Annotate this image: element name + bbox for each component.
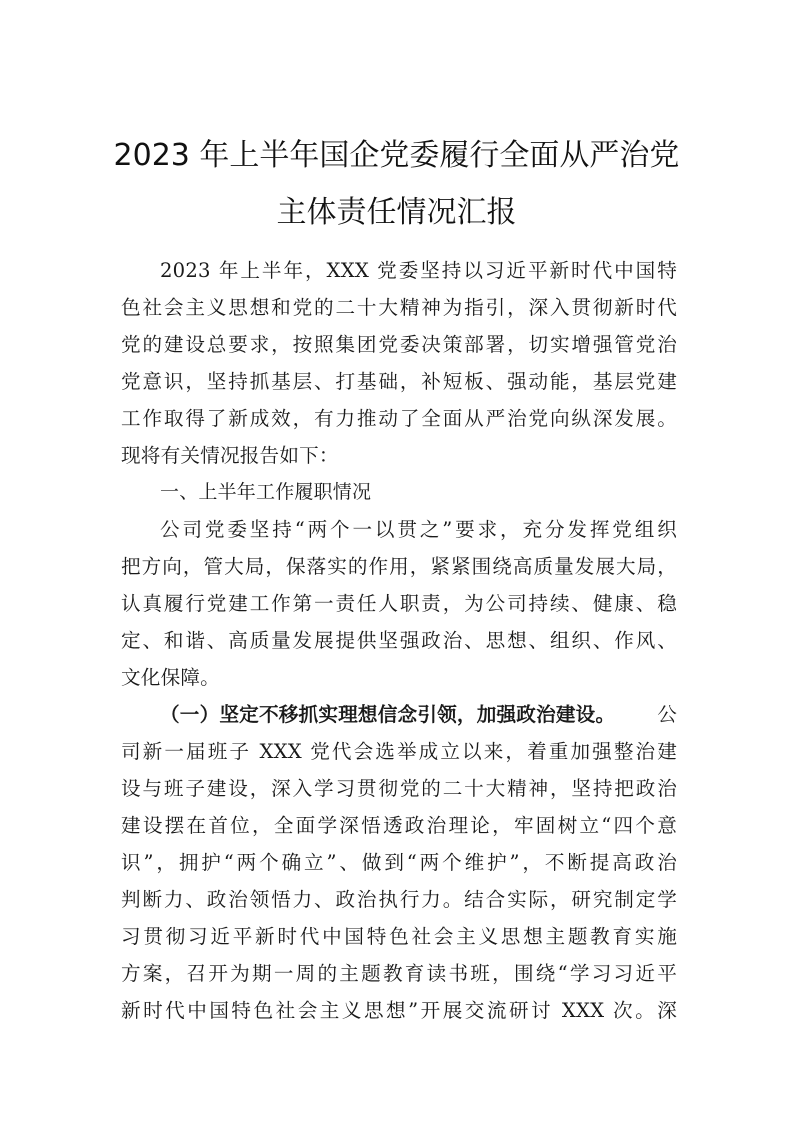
paragraph-line: 新时代中国特色社会主义思想”开展交流研讨 XXX 次。深 [121,999,677,1022]
paragraph-line: 现将有关情况报告如下： [121,444,339,467]
paragraph-line: 党的建设总要求，按照集团党委决策部署，切实增强管党治 [121,333,677,356]
paragraph-line: 方案，召开为期一周的主题教育读书班，围绕“学习习近平 [121,962,677,985]
intro-paragraph [121,252,677,474]
section-1 [121,474,677,696]
paragraph-line: 把方向，管大局，保落实的作用，紧紧围绕高质量发展大局， [121,555,677,578]
paragraph-line: 公司党委坚持“两个一以贯之”要求，充分发挥党组织 [160,518,677,541]
paragraph-line: 文化保障。 [121,666,220,689]
subsection-1 [121,696,677,1029]
subsection-first-line [121,696,677,733]
paragraph-line: 判断力、政治领悟力、政治执行力。结合实际，研究制定学 [121,888,677,911]
paragraph-line: 习贯彻习近平新时代中国特色社会主义思想主题教育实施 [121,925,677,948]
document-title-line-2: 主体责任情况汇报 [276,195,517,230]
paragraph-line: 识”，拥护“两个确立”、做到“两个维护”，不断提高政治 [121,851,677,874]
paragraph-line: 设与班子建设，深入学习贯彻党的二十大精神，坚持把政治 [121,777,677,800]
paragraph-line: 色社会主义思想和党的二十大精神为指引，深入贯彻新时代 [121,296,677,319]
paragraph-line: 司新一届班子 XXX 党代会选举成立以来，着重加强整治建 [121,740,677,763]
paragraph-line: 建设摆在首位，全面学深悟透政治理论，牢固树立“四个意 [121,814,677,837]
document-title-line-1: 2023 年上半年国企党委履行全面从严治党 [113,138,680,173]
paragraph-line: 定、和谐、高质量发展提供坚强政治、思想、组织、作风、 [121,629,677,652]
subsection-heading: （一）坚定不移抓实理想信念引领，加强政治建设。 [160,703,616,726]
paragraph-text: 公 [657,703,677,726]
paragraph-line: 2023 年上半年，XXX 党委坚持以习近平新时代中国特 [160,259,677,282]
paragraph-line: 党意识，坚持抓基层、打基础，补短板、强动能，基层党建 [121,370,677,393]
paragraph-line: 认真履行党建工作第一责任人职责，为公司持续、健康、稳 [121,592,677,615]
section-heading: 一、上半年工作履职情况 [160,481,372,503]
paragraph-line: 工作取得了新成效，有力推动了全面从严治党向纵深发展。 [121,407,677,430]
